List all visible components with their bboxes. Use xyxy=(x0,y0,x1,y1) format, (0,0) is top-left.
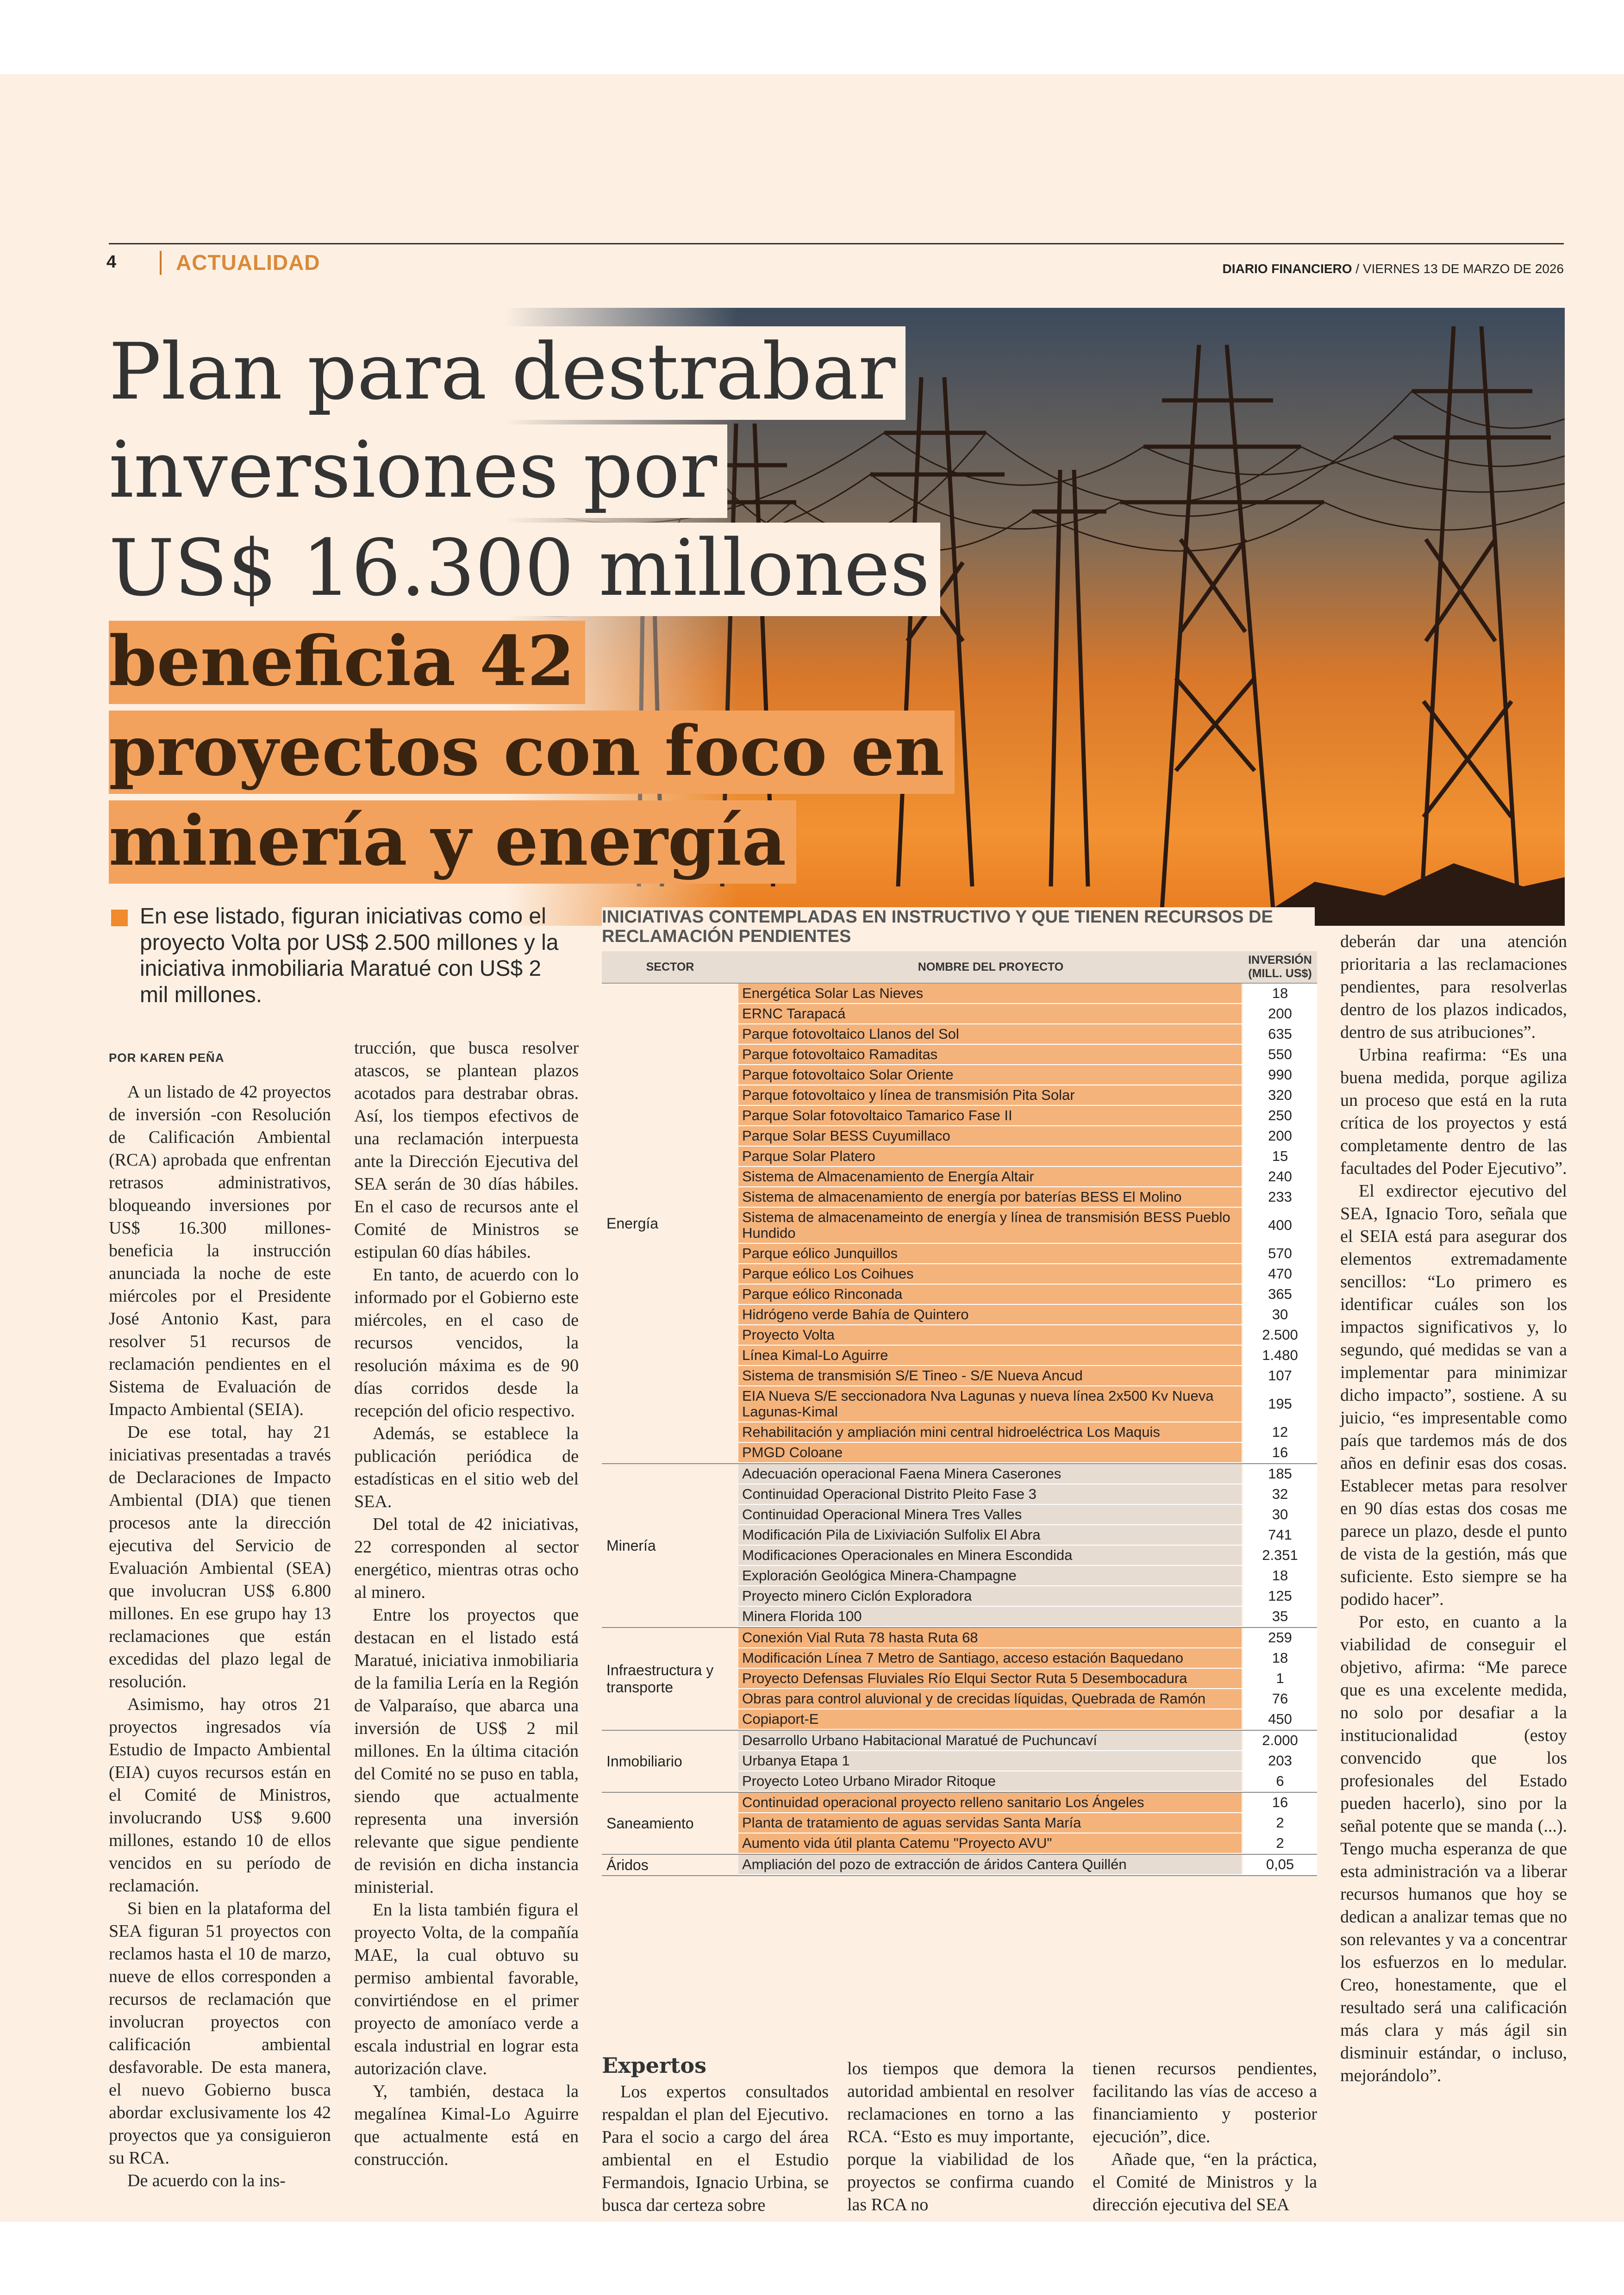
header-rule xyxy=(109,243,1564,244)
project-name: Exploración Geológica Minera-Champagne xyxy=(738,1566,1242,1585)
lead-bullet-icon xyxy=(111,910,128,926)
project-name: Parque Solar Platero xyxy=(738,1147,1242,1166)
investment-value: 6 xyxy=(1242,1771,1317,1791)
project-name: Rehabilitación y ampliación mini central hidroeléctrica Los Maquis xyxy=(738,1422,1242,1442)
project-name: Modificación Línea 7 Metro de Santiago, acceso estación Baquedano xyxy=(738,1648,1242,1668)
sector-label: Infraestructura y transporte xyxy=(606,1662,714,1696)
investment-value: 18 xyxy=(1242,984,1317,1003)
investment-value: 195 xyxy=(1242,1386,1317,1422)
project-name: Parque fotovoltaico Llanos del Sol xyxy=(738,1024,1242,1044)
investment-value: 990 xyxy=(1242,1065,1317,1085)
investment-value: 635 xyxy=(1242,1024,1317,1044)
table-row xyxy=(738,1167,1317,1187)
project-name: Minera Florida 100 xyxy=(738,1607,1242,1626)
project-name: Parque fotovoltaico y línea de transmisión Pita Solar xyxy=(738,1085,1242,1105)
investment-value: 200 xyxy=(1242,1004,1317,1023)
table-row xyxy=(738,1085,1317,1106)
project-name: Modificaciones Operacionales en Minera Escondida xyxy=(738,1546,1242,1565)
table-header xyxy=(602,951,1317,984)
table-row xyxy=(738,1834,1317,1854)
table-row xyxy=(738,1264,1317,1285)
table-row xyxy=(738,1244,1317,1264)
header-sector: SECTOR xyxy=(646,960,694,973)
table-row xyxy=(738,1731,1317,1751)
headline-line-3: US$ 16.300 millones xyxy=(109,523,940,616)
body-column-1 xyxy=(109,1081,331,2192)
project-name: Parque eólico Junquillos xyxy=(738,1244,1242,1263)
headline-line-2: inversiones por xyxy=(109,424,727,518)
headline-line-4: beneficia 42 xyxy=(109,621,585,704)
table-row xyxy=(738,1793,1317,1813)
investment-value: 2.000 xyxy=(1242,1731,1317,1750)
section-label: ACTUALIDAD xyxy=(176,250,320,274)
page-number: 4 xyxy=(106,252,117,272)
paragraph: los tiempos que demora la autoridad ambiental en resolver reclamaciones en torno a las RCA. “Esto es muy importante, porque la viabilidad de los proyectos se confirma cuando las RCA no xyxy=(847,2059,1074,2214)
investment-value: 450 xyxy=(1242,1709,1317,1729)
project-name: Proyecto Loteo Urbano Mirador Ritoque xyxy=(738,1771,1242,1791)
investment-value: 16 xyxy=(1242,1793,1317,1812)
project-name: Parque fotovoltaico Solar Oriente xyxy=(738,1065,1242,1085)
table-row xyxy=(738,1443,1317,1463)
table-row xyxy=(738,1422,1317,1443)
project-name: Línea Kimal-Lo Aguirre xyxy=(738,1346,1242,1365)
investment-value: 2 xyxy=(1242,1834,1317,1853)
table-row xyxy=(738,1126,1317,1147)
byline: POR KAREN PEÑA xyxy=(109,1051,225,1065)
table-row xyxy=(738,1669,1317,1689)
project-name: ERNC Tarapacá xyxy=(738,1004,1242,1023)
project-name: Continuidad operacional proyecto relleno sanitario Los Ángeles xyxy=(738,1793,1242,1812)
investment-value: 16 xyxy=(1242,1443,1317,1462)
subheading-expertos: Expertos xyxy=(602,2053,706,2078)
table-row xyxy=(738,1771,1317,1792)
investment-value: 30 xyxy=(1242,1505,1317,1524)
table-row xyxy=(738,1484,1317,1505)
sector-group xyxy=(602,1855,1317,1876)
table-row xyxy=(738,1147,1317,1167)
investment-value: 125 xyxy=(1242,1586,1317,1606)
table-row xyxy=(738,1366,1317,1386)
table-row xyxy=(738,1751,1317,1771)
investment-value: 18 xyxy=(1242,1566,1317,1585)
project-name: Sistema de Almacenamiento de Energía Altair xyxy=(738,1167,1242,1186)
investment-value: 400 xyxy=(1242,1208,1317,1243)
body-column-2 xyxy=(354,1037,579,2171)
project-name: Parque Solar BESS Cuyumillaco xyxy=(738,1126,1242,1146)
table-row xyxy=(738,1208,1317,1244)
newspaper-page xyxy=(0,74,1624,2222)
table-body xyxy=(602,984,1317,1876)
paragraph: trucción, que busca resolver atascos, se plantean plazos acotados para destrabar obras. Así, los tiempos efectivos de una reclamación interpuesta ante la Dirección Ejecutiva del SEA serán de 30 días hábiles. En el caso de recursos ante el Comité de Ministros se estipulan 60 días hábiles. xyxy=(354,1038,579,1262)
project-name: Continuidad Operacional Minera Tres Valles xyxy=(738,1505,1242,1524)
paragraph: Por esto, en cuanto a la viabilidad de conseguir el objetivo, afirma: “Me parece que es una excelente medida, no solo por desafiar a la institucionalidad (estoy convencido que los profesionales del Estado pueden hacerlo), sino por la señal potente que se manda (...). Tengo mucha esperanza de que esta administración va a liberar recursos humanos que hoy se dedican a analizar temas que no son relevantes y va a concentrar los esfuerzos en lo medular. Creo, honestamente, que el resultado será una calificación más clara y más ágil sin disminuir estándar, o incluso, mejorándolo”. xyxy=(1340,1612,1567,2085)
project-name: Sistema de almacenamiento de energía por baterías BESS El Molino xyxy=(738,1187,1242,1207)
paragraph: En la lista también figura el proyecto Volta, de la compañía MAE, la cual obtuvo su permiso ambiental favorable, convirtiéndose en el primer proyecto de amoníaco verde a escala industrial en lograr esta autorización clave. xyxy=(354,1900,579,2078)
project-name: EIA Nueva S/E seccionadora Nva Lagunas y nueva línea 2x500 Kv Nueva Lagunas-Kimal xyxy=(738,1386,1242,1422)
sector-group xyxy=(602,1628,1317,1731)
investment-value: 470 xyxy=(1242,1264,1317,1284)
body-column-right xyxy=(1340,930,1567,2087)
projects-table xyxy=(602,951,1317,1876)
project-name: Sistema de transmisión S/E Tineo - S/E Nueva Ancud xyxy=(738,1366,1242,1385)
investment-value: 185 xyxy=(1242,1464,1317,1484)
project-name: Planta de tratamiento de aguas servidas Santa María xyxy=(738,1813,1242,1833)
table-row xyxy=(738,1285,1317,1305)
sector-label: Áridos xyxy=(606,1856,649,1873)
table-row xyxy=(738,1386,1317,1422)
sector-label: Energía xyxy=(606,1215,659,1232)
masthead xyxy=(1223,262,1564,276)
headline-line-6: minería y energía xyxy=(109,800,796,884)
table-row xyxy=(738,1024,1317,1045)
investment-value: 2 xyxy=(1242,1813,1317,1833)
sector-label: Saneamiento xyxy=(606,1815,694,1832)
investment-value: 35 xyxy=(1242,1607,1317,1626)
paragraph: En tanto, de acuerdo con lo informado por el Gobierno este miércoles, en el caso de recursos vencidos, la resolución máxima es de 90 días corridos desde la recepción del oficio respectivo. xyxy=(354,1265,579,1421)
header-divider xyxy=(160,251,162,275)
project-name: PMGD Coloane xyxy=(738,1443,1242,1462)
table-row xyxy=(738,1855,1317,1875)
expertos-column-3 xyxy=(1093,2058,1317,2216)
paragraph: Asimismo, hay otros 21 proyectos ingresados vía Estudio de Impacto Ambiental (EIA) cuyos recursos están en el Comité de Ministros, involucrando US$ 9.600 millones, estando 10 de ellos vencidos en su período de reclamación. xyxy=(109,1695,331,1896)
expertos-column-1 xyxy=(602,2081,829,2217)
project-name: Parque Solar fotovoltaico Tamarico Fase II xyxy=(738,1106,1242,1125)
paragraph: Si bien en la plataforma del SEA figuran 51 proyectos con reclamos hasta el 10 de marzo, nueve de ellos corresponden a recursos de reclamación que involucran proyectos con calificación ambiental desfavorable. De esta manera, el nuevo Gobierno busca abordar exclusivamente los 42 proyectos que ya consiguieron su RCA. xyxy=(109,1899,331,2168)
table-row xyxy=(738,1045,1317,1065)
project-name: Conexión Vial Ruta 78 hasta Ruta 68 xyxy=(738,1628,1242,1647)
paragraph: Además, se establece la publicación periódica de estadísticas en el sitio web del SEA. xyxy=(354,1424,579,1511)
paragraph: Y, también, destaca la megalínea Kimal-Lo Aguirre que actualmente está en construcción. xyxy=(354,2082,579,2169)
investment-value: 2.351 xyxy=(1242,1546,1317,1565)
sector-label: Minería xyxy=(606,1537,656,1554)
project-name: Continuidad Operacional Distrito Pleito Fase 3 xyxy=(738,1484,1242,1504)
sector-label: Inmobiliario xyxy=(606,1752,682,1770)
sector-group xyxy=(602,984,1317,1464)
investment-value: 320 xyxy=(1242,1085,1317,1105)
table-row xyxy=(738,1325,1317,1346)
table-title: INICIATIVAS CONTEMPLADAS EN INSTRUCTIVO Y QUE TIENEN RECURSOS DE RECLAMACIÓN PENDIENTES xyxy=(602,907,1315,946)
investment-value: 570 xyxy=(1242,1244,1317,1263)
project-name: Proyecto minero Ciclón Exploradora xyxy=(738,1586,1242,1606)
project-name: Copiaport-E xyxy=(738,1709,1242,1729)
project-name: Sistema de almacenameinto de energía y línea de transmisión BESS Pueblo Hundido xyxy=(738,1208,1242,1243)
investment-value: 741 xyxy=(1242,1525,1317,1545)
paragraph: A un listado de 42 proyectos de inversión -con Resolución de Calificación Ambiental (RCA) aprobada que enfrentan retrasos administrativos, bloqueando inversiones por US$ 16.300 millones- beneficia la instrucción anunciada la noche de este miércoles por el Presidente José Antonio Kast, para resolver 51 recursos de reclamación pendientes en el Sistema de Evaluación de Impacto Ambiental (SEIA). xyxy=(109,1082,331,1419)
paragraph: De ese total, hay 21 iniciativas presentadas a través de Declaraciones de Impacto Ambiental (DIA) que tienen procesos ante la dirección ejecutiva del Servicio de Evaluación Ambiental (SEA) que involucran US$ 6.800 millones. En ese grupo hay 13 reclamaciones que están excedidas del plazo legal de resolución. xyxy=(109,1422,331,1691)
masthead-date: / VIERNES 13 DE MARZO DE 2026 xyxy=(1352,262,1564,276)
investment-value: 550 xyxy=(1242,1045,1317,1064)
project-name: Energética Solar Las Nieves xyxy=(738,984,1242,1003)
table-row xyxy=(738,1525,1317,1546)
table-row xyxy=(738,1004,1317,1024)
investment-value: 240 xyxy=(1242,1167,1317,1186)
investment-value: 1.480 xyxy=(1242,1346,1317,1365)
investment-value: 107 xyxy=(1242,1366,1317,1385)
table-row xyxy=(738,1689,1317,1709)
paragraph: Los expertos consultados respaldan el plan del Ejecutivo. Para el socio a cargo del área ambiental en el Estudio Fermandois, Ignacio Urbina, se busca dar certeza sobre xyxy=(602,2082,829,2215)
sector-group xyxy=(602,1731,1317,1793)
investment-value: 12 xyxy=(1242,1422,1317,1442)
table-row xyxy=(738,1346,1317,1366)
project-name: Ampliación del pozo de extracción de áridos Cantera Quillén xyxy=(738,1855,1242,1874)
project-name: Proyecto Volta xyxy=(738,1325,1242,1345)
investment-value: 200 xyxy=(1242,1126,1317,1146)
lead-paragraph: En ese listado, figuran iniciativas como el proyecto Volta por US$ 2.500 millones y la iniciativa inmobiliaria Maratué con US$ 2 mil millones. xyxy=(140,904,559,1007)
table-row xyxy=(738,984,1317,1004)
project-name: Parque fotovoltaico Ramaditas xyxy=(738,1045,1242,1064)
table-row xyxy=(738,1566,1317,1586)
paragraph: El exdirector ejecutivo del SEA, Ignacio Toro, señala que el SEIA está para asegurar dos elementos extremadamente sencillos: “Lo primero es identificar cuáles son los impactos significativos y, lo segundo, qué medidas se van a implementar para minimizar dicho impacto”, sostiene. A su juicio, “es impresentable como país que tardemos más de dos años en definir esas dos cosas. Establecer metas para resolver en 90 días estas dos cosas me parece un plazo, desde el punto de vista de la gestión, más que suficiente. Esto siempre se ha podido hacer”. xyxy=(1340,1181,1567,1609)
investment-value: 32 xyxy=(1242,1484,1317,1504)
table-row xyxy=(738,1628,1317,1648)
project-name: Parque eólico Rinconada xyxy=(738,1285,1242,1304)
sector-group xyxy=(602,1793,1317,1855)
paragraph: tienen recursos pendientes, facilitando las vías de acceso a financiamiento y posterior ejecución”, dice. xyxy=(1093,2059,1317,2146)
masthead-name: DIARIO FINANCIERO xyxy=(1222,262,1352,276)
paragraph: Entre los proyectos que destacan en el listado está Maratué, iniciativa inmobiliaria de la familia Lería en la Región de Valparaíso, que abarca una inversión de US$ 2 mil millones. En la última citación del Comité no se puso en tabla, siendo que actualmente representa una inversión relevante que sigue pendiente de revisión en dicha instancia ministerial. xyxy=(354,1605,579,1897)
project-name: Desarrollo Urbano Habitacional Maratué de Puchuncaví xyxy=(738,1731,1242,1750)
project-name: Hidrógeno verde Bahía de Quintero xyxy=(738,1305,1242,1324)
table-row xyxy=(738,1187,1317,1208)
investment-value: 30 xyxy=(1242,1305,1317,1324)
paragraph: De acuerdo con la ins- xyxy=(127,2171,286,2190)
investment-value: 233 xyxy=(1242,1187,1317,1207)
paragraph: Urbina reafirma: “Es una buena medida, porque agiliza un proceso que está en la ruta crítica de los proyectos y está completamente dentro de las facultades del Poder Ejecutivo”. xyxy=(1340,1045,1567,1178)
table-row xyxy=(738,1648,1317,1669)
investment-value: 365 xyxy=(1242,1285,1317,1304)
header-project-name: NOMBRE DEL PROYECTO xyxy=(918,960,1064,973)
project-name: Adecuación operacional Faena Minera Caserones xyxy=(738,1464,1242,1484)
table-row xyxy=(738,1106,1317,1126)
investment-value: 76 xyxy=(1242,1689,1317,1709)
investment-value: 250 xyxy=(1242,1106,1317,1125)
table-row xyxy=(738,1709,1317,1730)
table-row xyxy=(738,1305,1317,1325)
project-name: Proyecto Defensas Fluviales Río Elqui Sector Ruta 5 Desembocadura xyxy=(738,1669,1242,1688)
project-name: Obras para control aluvional y de crecidas líquidas, Quebrada de Ramón xyxy=(738,1689,1242,1709)
investment-value: 15 xyxy=(1242,1147,1317,1166)
expertos-column-2 xyxy=(847,2058,1074,2216)
headline-line-5: proyectos con foco en xyxy=(109,711,955,794)
header-investment: INVERSIÓN (MILL. US$) xyxy=(1248,954,1312,980)
project-name: Urbanya Etapa 1 xyxy=(738,1751,1242,1771)
paragraph: Del total de 42 iniciativas, 22 corresponden al sector energético, mientras otras ocho al minero. xyxy=(354,1515,579,1602)
investment-value: 259 xyxy=(1242,1628,1317,1647)
table-row xyxy=(738,1586,1317,1607)
investment-value: 0,05 xyxy=(1242,1855,1317,1874)
table-row xyxy=(738,1813,1317,1834)
investment-value: 203 xyxy=(1242,1751,1317,1771)
table-row xyxy=(738,1607,1317,1627)
table-row xyxy=(738,1464,1317,1484)
investment-value: 1 xyxy=(1242,1669,1317,1688)
table-row xyxy=(738,1065,1317,1085)
paragraph: Añade que, “en la práctica, el Comité de Ministros y la dirección ejecutiva del SEA xyxy=(1093,2150,1317,2214)
project-name: Parque eólico Los Coihues xyxy=(738,1264,1242,1284)
project-name: Modificación Pila de Lixiviación Sulfolix El Abra xyxy=(738,1525,1242,1545)
paragraph: deberán dar una atención prioritaria a las reclamaciones pendientes, para resolverlas dentro de los plazos indicados, dentro de sus atribuciones”. xyxy=(1340,932,1567,1042)
project-name: Aumento vida útil planta Catemu "Proyecto AVU" xyxy=(738,1834,1242,1853)
headline xyxy=(109,326,988,890)
investment-value: 2.500 xyxy=(1242,1325,1317,1345)
sector-group xyxy=(602,1464,1317,1628)
table-row xyxy=(738,1505,1317,1525)
headline-line-1: Plan para destrabar xyxy=(109,326,906,420)
investment-value: 18 xyxy=(1242,1648,1317,1668)
table-row xyxy=(738,1546,1317,1566)
